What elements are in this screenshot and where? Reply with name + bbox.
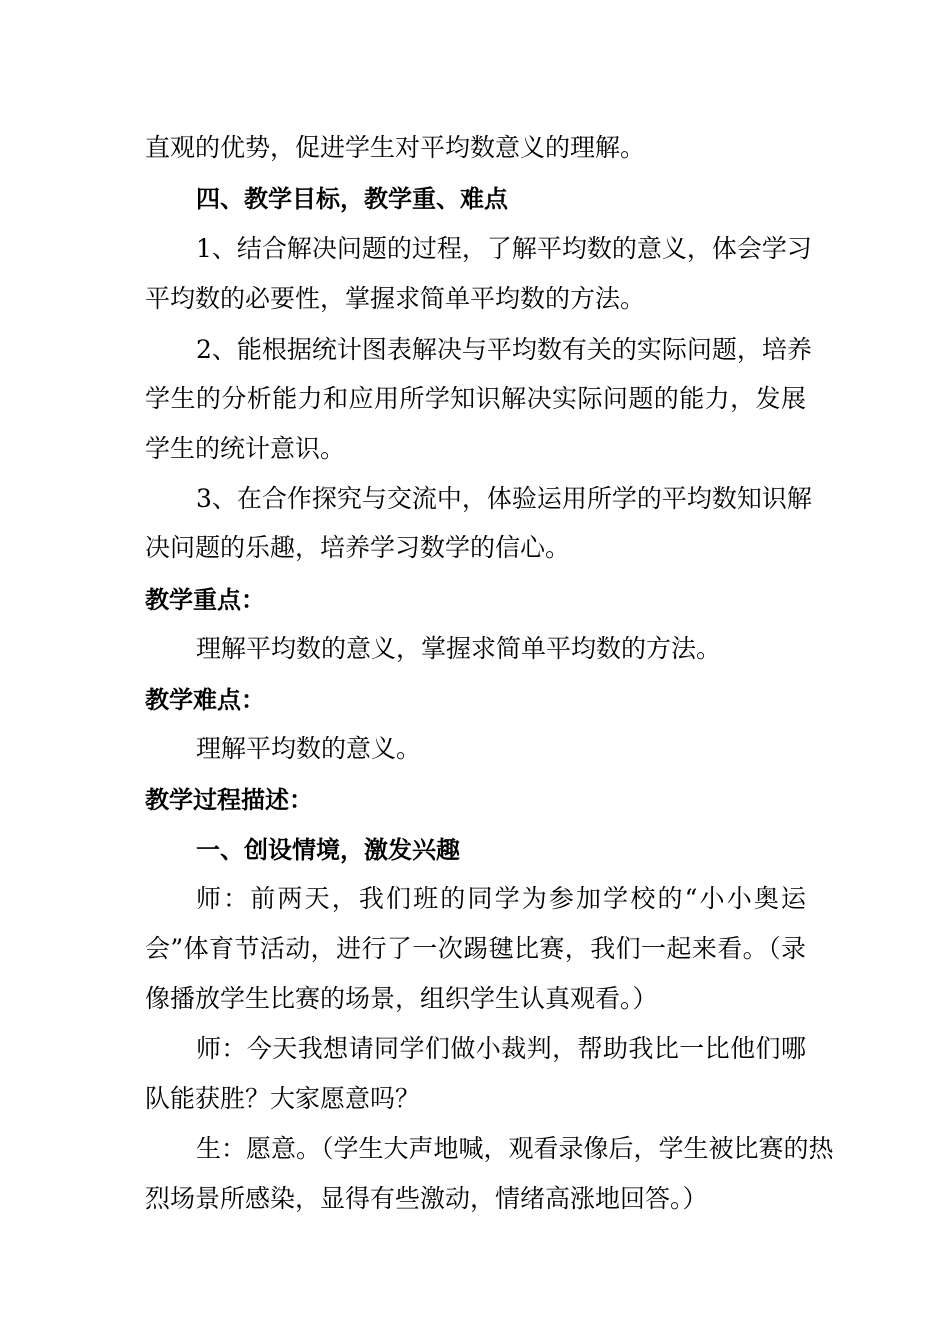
- text-line: 队能获胜？大家愿意吗？: [145, 1084, 421, 1113]
- label-difficult-points: 教学难点：: [145, 686, 265, 714]
- text-line: 3、在合作探究与交流中，体验运用所学的平均数知识解: [196, 484, 812, 513]
- text-line: 理解平均数的意义。: [196, 734, 422, 763]
- text-line: 决问题的乐趣，培养学习数学的信心。: [145, 533, 571, 562]
- section-heading-scenario: 一、创设情境，激发兴趣: [196, 836, 460, 864]
- text-line: 1、结合解决问题的过程，了解平均数的意义，体会学习: [196, 234, 812, 263]
- label-process-description: 教学过程描述：: [145, 786, 313, 814]
- text-line: 学生的分析能力和应用所学知识解决实际问题的能力，发展: [145, 384, 806, 413]
- text-line: 直观的优势，促进学生对平均数意义的理解。: [145, 133, 646, 162]
- text-line: 2、能根据统计图表解决与平均数有关的实际问题，培养: [196, 335, 812, 364]
- section-heading-objectives: 四、教学目标，教学重、难点: [196, 185, 508, 213]
- text-line: 理解平均数的意义，掌握求简单平均数的方法。: [196, 634, 722, 663]
- text-line: 烈场景所感染，显得有些激动，情绪高涨地回答。）: [145, 1184, 708, 1213]
- text-line: 学生的统计意识。: [145, 434, 346, 463]
- text-line: 师：前两天，我们班的同学为参加学校的“小小奥运: [196, 884, 806, 913]
- text-line: 会”体育节活动，进行了一次踢毽比赛，我们一起来看。（录: [145, 934, 806, 963]
- text-line: 生：愿意。（学生大声地喊，观看录像后，学生被比赛的热: [196, 1134, 834, 1163]
- text-line: 像播放学生比赛的场景，组织学生认真观看。）: [145, 984, 658, 1013]
- text-line: 师：今天我想请同学们做小裁判，帮助我比一比他们哪: [196, 1034, 806, 1063]
- label-key-points: 教学重点：: [145, 586, 265, 614]
- text-line: 平均数的必要性，掌握求简单平均数的方法。: [145, 284, 646, 313]
